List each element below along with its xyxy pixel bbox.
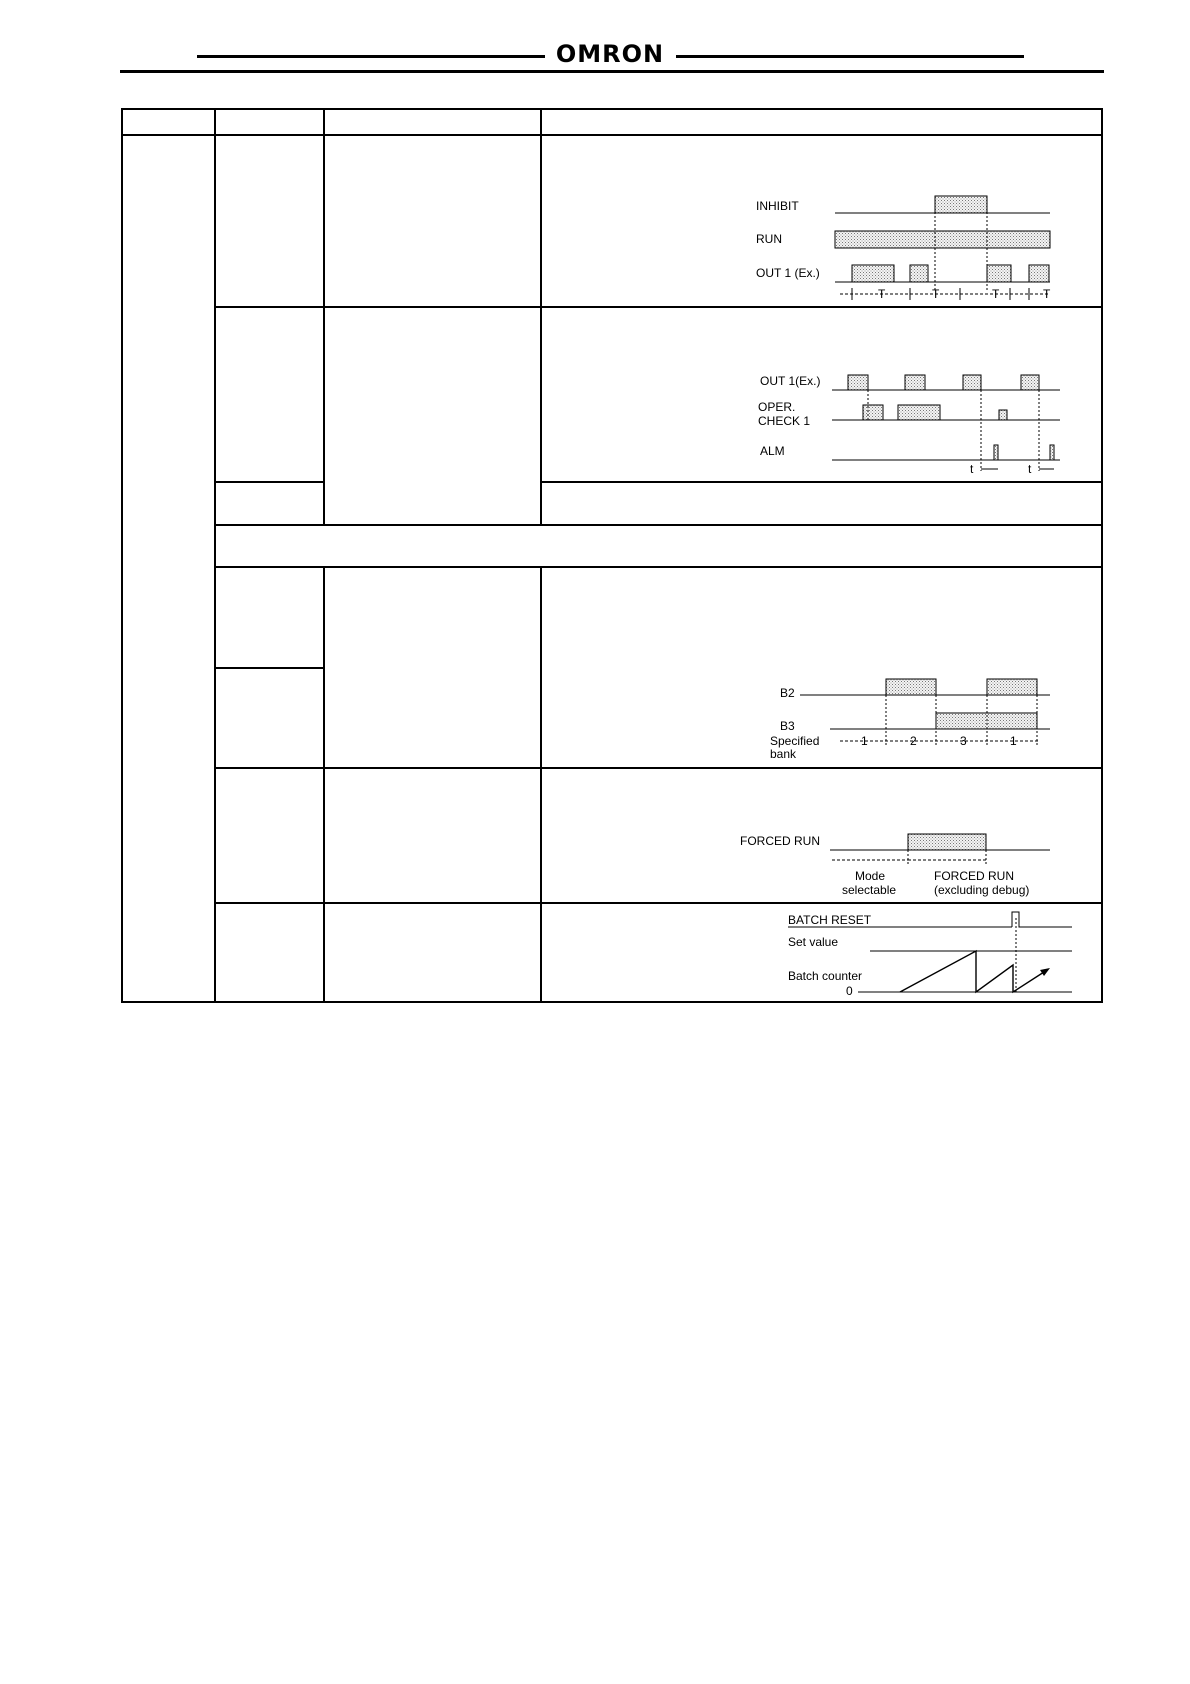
time-t-label: t bbox=[1028, 462, 1032, 476]
row-rule-5 bbox=[214, 667, 325, 669]
specified-bank-label-2: bank bbox=[770, 747, 797, 761]
bank-number: 2 bbox=[910, 734, 917, 748]
out1-pulse bbox=[1029, 265, 1049, 282]
header-rule-right bbox=[676, 55, 1024, 58]
out1-pulse bbox=[987, 265, 1011, 282]
out1-label: OUT 1 (Ex.) bbox=[756, 266, 820, 280]
batch-counter-label: Batch counter bbox=[788, 969, 863, 983]
row-rule-4 bbox=[214, 566, 1103, 568]
forced-run-note-2: (excluding debug) bbox=[934, 883, 1030, 897]
mode-selectable-label-1: Mode bbox=[855, 869, 886, 883]
forced-run-note-1: FORCED RUN bbox=[934, 869, 1014, 883]
table-border-top bbox=[121, 108, 1103, 110]
bank-number: 3 bbox=[960, 734, 967, 748]
time-t-label: T bbox=[1043, 287, 1051, 301]
forced-run-timing-diagram bbox=[740, 825, 1070, 905]
zero-label: 0 bbox=[846, 984, 853, 998]
inhibit-timing-diagram bbox=[740, 188, 1060, 308]
inhibit-label: INHIBIT bbox=[756, 199, 799, 213]
time-t-label: T bbox=[992, 287, 1000, 301]
row-rule-3 bbox=[214, 524, 1103, 526]
oper-check-label-2: CHECK 1 bbox=[758, 414, 811, 428]
time-t-label: T bbox=[878, 287, 886, 301]
omron-logo: OMRON bbox=[555, 40, 665, 68]
header-rule-full bbox=[120, 70, 1104, 73]
batch-reset-label: BATCH RESET bbox=[788, 913, 872, 927]
b2-label: B2 bbox=[780, 686, 795, 700]
b3-label: B3 bbox=[780, 719, 795, 733]
time-t-label: t bbox=[970, 462, 974, 476]
column-divider-2-lower bbox=[323, 567, 325, 1003]
alm-label: ALM bbox=[760, 444, 785, 458]
row-rule-6 bbox=[214, 767, 1103, 769]
specified-bank-label-1: Specified bbox=[770, 734, 820, 748]
table-border-bottom bbox=[121, 1001, 1103, 1003]
table-header-rule bbox=[121, 134, 1103, 136]
row-rule-2a bbox=[214, 481, 325, 483]
set-value-label: Set value bbox=[788, 935, 839, 949]
table-border-left bbox=[121, 108, 123, 1003]
forced-run-label: FORCED RUN bbox=[740, 834, 820, 848]
time-t-label: T bbox=[932, 287, 940, 301]
run-label: RUN bbox=[756, 232, 782, 246]
column-divider-2 bbox=[323, 108, 325, 525]
bank-number: 1 bbox=[1010, 734, 1017, 748]
column-divider-3-lower bbox=[540, 567, 542, 1003]
oper-check-label-1: OPER. bbox=[758, 400, 796, 414]
mode-selectable-label-2: selectable bbox=[842, 883, 897, 897]
column-divider-1 bbox=[214, 108, 216, 1003]
bank-number: 1 bbox=[861, 734, 868, 748]
header-rule-left bbox=[197, 55, 545, 58]
column-divider-3 bbox=[540, 108, 542, 525]
out1-pulse bbox=[852, 265, 894, 282]
run-band bbox=[835, 231, 1050, 248]
batch-reset-diagram bbox=[780, 908, 1080, 1000]
out1-label: OUT 1(Ex.) bbox=[760, 374, 821, 388]
bank-timing-diagram bbox=[760, 675, 1070, 765]
table-border-right bbox=[1101, 108, 1103, 1003]
oper-check-timing-diagram bbox=[740, 365, 1070, 485]
out1-pulse bbox=[910, 265, 928, 282]
inhibit-pulse bbox=[935, 196, 987, 213]
